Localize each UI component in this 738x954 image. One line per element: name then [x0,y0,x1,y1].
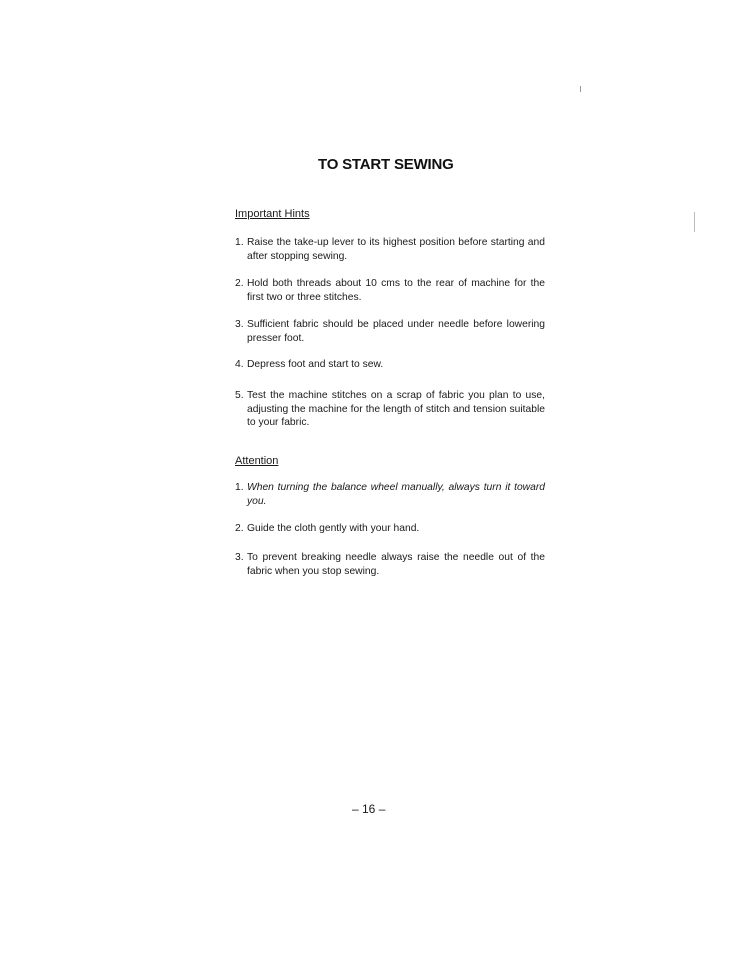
attention-item-number: 3. [235,552,244,563]
hint-item-text: Hold both threads about 10 cms to the rear of machine for the first two or three stitches. [247,278,545,303]
attention-item-text: To prevent breaking needle always raise the needle out of the fabric when you stop sewing. [247,552,545,577]
hint-item-number: 1. [235,237,244,248]
hint-item-2 [235,277,545,304]
attention-item-3 [235,551,545,578]
hint-item-text: Raise the take-up lever to its highest position before starting and after stopping sewing. [247,237,545,262]
hint-item-number: 4. [235,359,244,370]
hint-item-1 [235,236,545,263]
scan-mark [580,86,581,92]
hint-item-3 [235,318,545,345]
scan-mark [694,212,695,232]
attention-item-2 [235,522,545,536]
hint-item-number: 5. [235,390,244,401]
hint-item-number: 2. [235,278,244,289]
hint-item-text: Depress foot and start to sew. [247,359,384,370]
attention-item-number: 1. [235,482,244,493]
hint-item-text: Test the machine stitches on a scrap of fabric you plan to use, adjusting the machine for the length of stitch and tension suitable to your fabric. [247,390,545,428]
attention-item-1 [235,481,545,508]
attention-heading: Attention [235,455,279,467]
important-hints-heading: Important Hints [235,208,310,220]
hint-item-4 [235,358,545,372]
page-number: – 16 – [352,802,386,816]
page-title: TO START SEWING [318,156,454,173]
attention-item-number: 2. [235,523,244,534]
hint-item-text: Sufficient fabric should be placed under needle before lowering presser foot. [247,319,545,344]
attention-item-text: Guide the cloth gently with your hand. [247,523,420,534]
hint-item-number: 3. [235,319,244,330]
hint-item-5 [235,389,545,430]
attention-item-text: When turning the balance wheel manually, always turn it toward you. [247,482,545,507]
